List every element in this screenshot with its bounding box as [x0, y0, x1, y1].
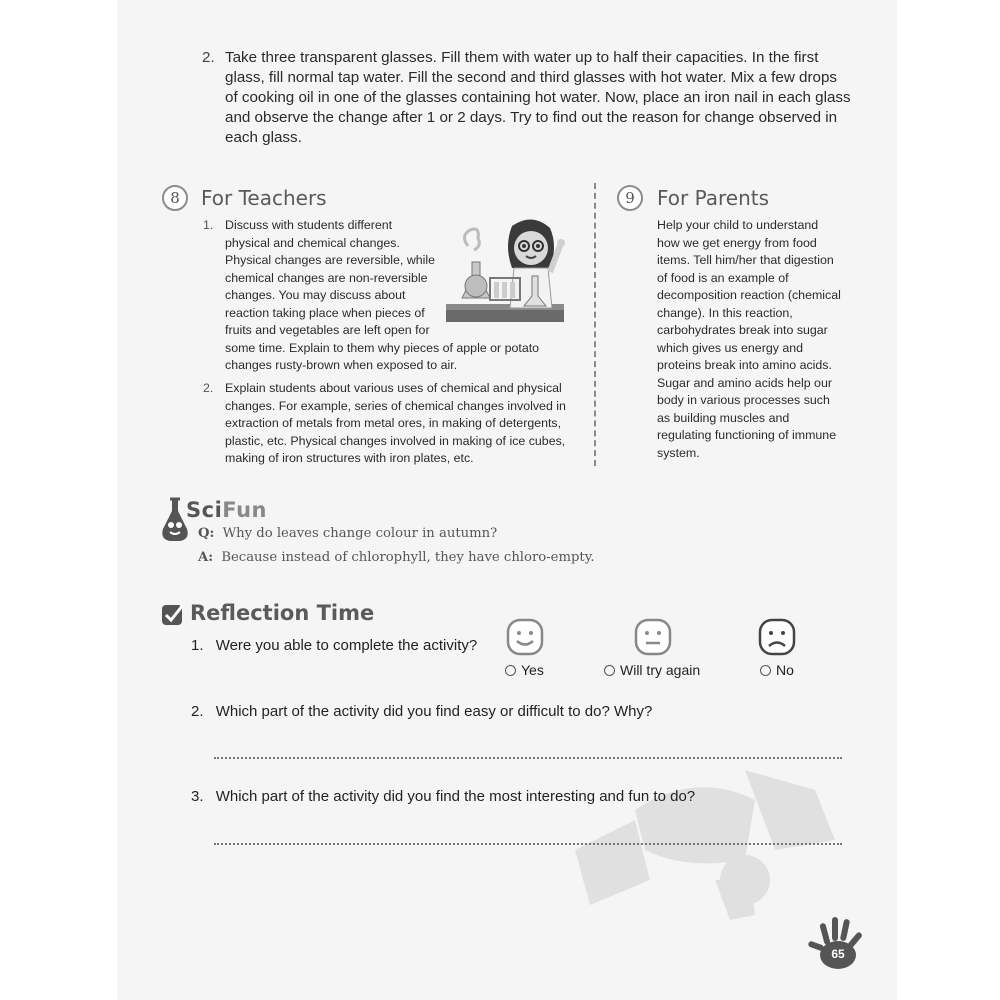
teachers-item-1-body: Discuss with students different physical and chemical changes. Physical changes are reversible, while chemical changes are non-reversible changes. You may discuss about reaction taking place when pieces of fruits and vegetables are left open for some time. Explain to them why pieces of apple or potato changes rusty-brown when exposed to air.	[225, 218, 540, 372]
teachers-section-title: For Teachers	[201, 186, 327, 210]
scifun-title-a: Sci	[186, 498, 223, 522]
sad-face-icon	[758, 618, 796, 656]
question-3-text: Which part of the activity did you find the most interesting and fun to do?	[215, 788, 696, 805]
option-will-try-again[interactable]	[604, 662, 700, 678]
scifun-answer	[198, 550, 595, 565]
question-3	[191, 788, 695, 805]
scifun-answer-text: Because instead of chlorophyll, they have chloro-empty.	[221, 550, 595, 565]
decorative-background-doodle	[555, 730, 855, 930]
neutral-face-icon	[634, 618, 672, 656]
question-1-number: 1.	[191, 637, 204, 654]
radio-will-try-again[interactable]	[604, 665, 615, 676]
answer-line-2[interactable]	[214, 757, 842, 759]
teachers-item-1-number: 1.	[203, 218, 214, 232]
radio-no[interactable]	[760, 665, 771, 676]
scifun-title-b: Fun	[222, 498, 267, 522]
option-no[interactable]	[760, 662, 794, 678]
scifun-question	[198, 526, 497, 541]
option-will-try-again-label: Will try again	[620, 662, 701, 678]
parents-text: Help your child to understand how we get energy from food items. Tell him/her that digestion of food is an example of decomposition reaction (chemical change). In this reaction, carbohydrates break into sugar which gives us energy and proteins break into amino acids. Sugar and amino acids help our body in various processes such as building muscles and regulating functioning of immune system.	[657, 218, 841, 460]
scifun-question-text: Why do leaves change colour in autumn?	[222, 526, 498, 541]
scifun-title	[186, 498, 267, 522]
teachers-section-number: 8	[162, 185, 188, 211]
option-yes-label: Yes	[521, 662, 544, 678]
happy-face-icon	[506, 618, 544, 656]
parents-section-title: For Parents	[657, 186, 770, 210]
step-number: 2.	[202, 49, 215, 66]
question-2-number: 2.	[191, 703, 204, 720]
option-no-label: No	[776, 662, 794, 678]
reflection-title: Reflection Time	[190, 601, 375, 625]
a-label: A:	[198, 550, 214, 565]
page-number: 65	[831, 947, 845, 961]
teachers-item-2-text: Explain students about various uses of chemical and physical changes. For example, series of chemical changes involved in extraction of metals from metal ores, in making of detergents, plastic, etc. Physical changes involved in making of ice cubes, making of iron structures with iron plates, etc.	[225, 381, 566, 465]
teachers-item-2-number: 2.	[203, 381, 214, 395]
question-1	[191, 637, 477, 654]
scientist-girl-illustration	[442, 216, 566, 332]
parents-section-number: 9	[617, 185, 643, 211]
hand-print-icon	[806, 915, 872, 971]
answer-line-3[interactable]	[214, 843, 842, 845]
question-2-text: Which part of the activity did you find easy or difficult to do? Why?	[215, 703, 653, 720]
option-yes[interactable]	[505, 662, 544, 678]
checkbox-icon	[161, 602, 185, 626]
question-2	[191, 703, 652, 720]
step-text: Take three transparent glasses. Fill them with water up to half their capacities. In the first glass, fill normal tap water. Fill the second and third glasses with hot water. Mix a few drops of cooking oil in one of the glasses containing hot water. Now, place an iron nail in each glass and observe the change after 1 or 2 days. Try to find out the reason for change observed in each glass.	[225, 49, 851, 146]
q-label: Q:	[198, 526, 215, 541]
activity-step-2	[202, 48, 852, 148]
question-1-text: Were you able to complete the activity?	[215, 637, 478, 654]
section-divider	[594, 183, 596, 466]
question-3-number: 3.	[191, 788, 204, 805]
radio-yes[interactable]	[505, 665, 516, 676]
